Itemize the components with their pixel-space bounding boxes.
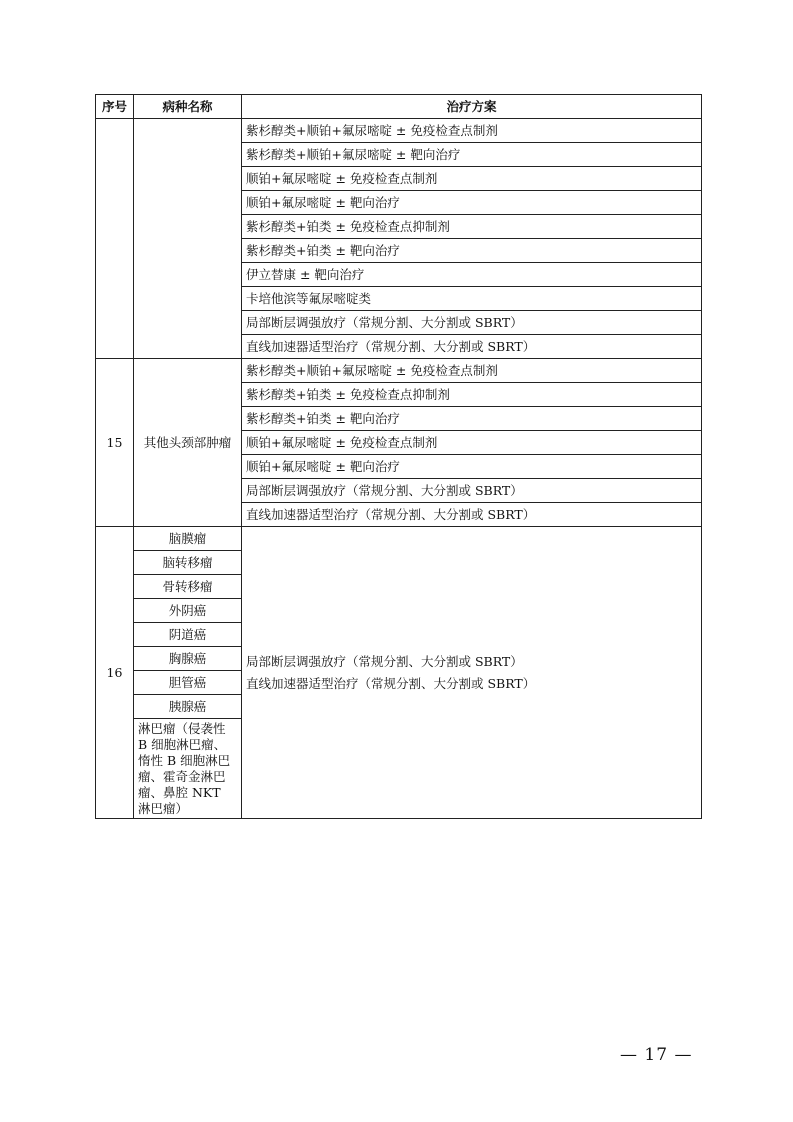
table-header-row (96, 95, 702, 119)
plan-cell: 紫杉醇类+铂类 ± 免疫检查点抑制剂 (242, 383, 702, 407)
page-number: — 17 — (620, 1045, 693, 1065)
row15-disease-cell: 其他头颈部肿瘤 (134, 359, 242, 527)
plan-cell: 紫杉醇类+铂类 ± 免疫检查点抑制剂 (242, 215, 702, 239)
header-plan: 治疗方案 (242, 95, 702, 119)
disease-cell: 骨转移瘤 (134, 575, 242, 599)
disease-cell: 脑膜瘤 (134, 527, 242, 551)
plan-line: 直线加速器适型治疗（常规分割、大分割或 SBRT） (246, 675, 536, 691)
disease-cell: 胸腺癌 (134, 647, 242, 671)
row15-no-cell: 15 (96, 359, 134, 527)
table-row (96, 119, 702, 143)
plan-cell: 伊立替康 ± 靶向治疗 (242, 263, 702, 287)
header-no: 序号 (96, 95, 134, 119)
treatment-table (95, 94, 702, 819)
disease-cell: 胆管癌 (134, 671, 242, 695)
disease-cell: 脑转移瘤 (134, 551, 242, 575)
plan-line: 局部断层调强放疗（常规分割、大分割或 SBRT） (246, 653, 523, 669)
plan-cell: 顺铂+氟尿嘧啶 ± 靶向治疗 (242, 455, 702, 479)
disease-cell: 外阴癌 (134, 599, 242, 623)
plan-cell: 顺铂+氟尿嘧啶 ± 免疫检查点制剂 (242, 431, 702, 455)
plan-cell: 紫杉醇类+顺铂+氟尿嘧啶 ± 免疫检查点制剂 (242, 359, 702, 383)
plan-cell: 紫杉醇类+铂类 ± 靶向治疗 (242, 239, 702, 263)
plan-cell: 顺铂+氟尿嘧啶 ± 免疫检查点制剂 (242, 167, 702, 191)
disease-cell-lymphoma: 淋巴瘤（侵袭性 B 细胞淋巴瘤、惰性 B 细胞淋巴瘤、霍奇金淋巴瘤、鼻腔 NKT 淋巴瘤） (134, 719, 242, 819)
plan-cell: 直线加速器适型治疗（常规分割、大分割或 SBRT） (242, 503, 702, 527)
table-row (96, 359, 702, 383)
table-row (96, 527, 702, 551)
plan-cell: 卡培他滨等氟尿嘧啶类 (242, 287, 702, 311)
cont-no-cell (96, 119, 134, 359)
header-disease: 病种名称 (134, 95, 242, 119)
plan-cell: 局部断层调强放疗（常规分割、大分割或 SBRT） (242, 311, 702, 335)
row16-no-cell: 16 (96, 527, 134, 819)
plan-cell: 局部断层调强放疗（常规分割、大分割或 SBRT） (242, 479, 702, 503)
cont-disease-cell (134, 119, 242, 359)
disease-cell: 阴道癌 (134, 623, 242, 647)
plan-cell: 紫杉醇类+顺铂+氟尿嘧啶 ± 免疫检查点制剂 (242, 119, 702, 143)
disease-cell: 胰腺癌 (134, 695, 242, 719)
plan-cell: 直线加速器适型治疗（常规分割、大分割或 SBRT） (242, 335, 702, 359)
plan-cell: 紫杉醇类+铂类 ± 靶向治疗 (242, 407, 702, 431)
row16-plan-cell (242, 527, 702, 819)
plan-cell: 紫杉醇类+顺铂+氟尿嘧啶 ± 靶向治疗 (242, 143, 702, 167)
plan-cell: 顺铂+氟尿嘧啶 ± 靶向治疗 (242, 191, 702, 215)
